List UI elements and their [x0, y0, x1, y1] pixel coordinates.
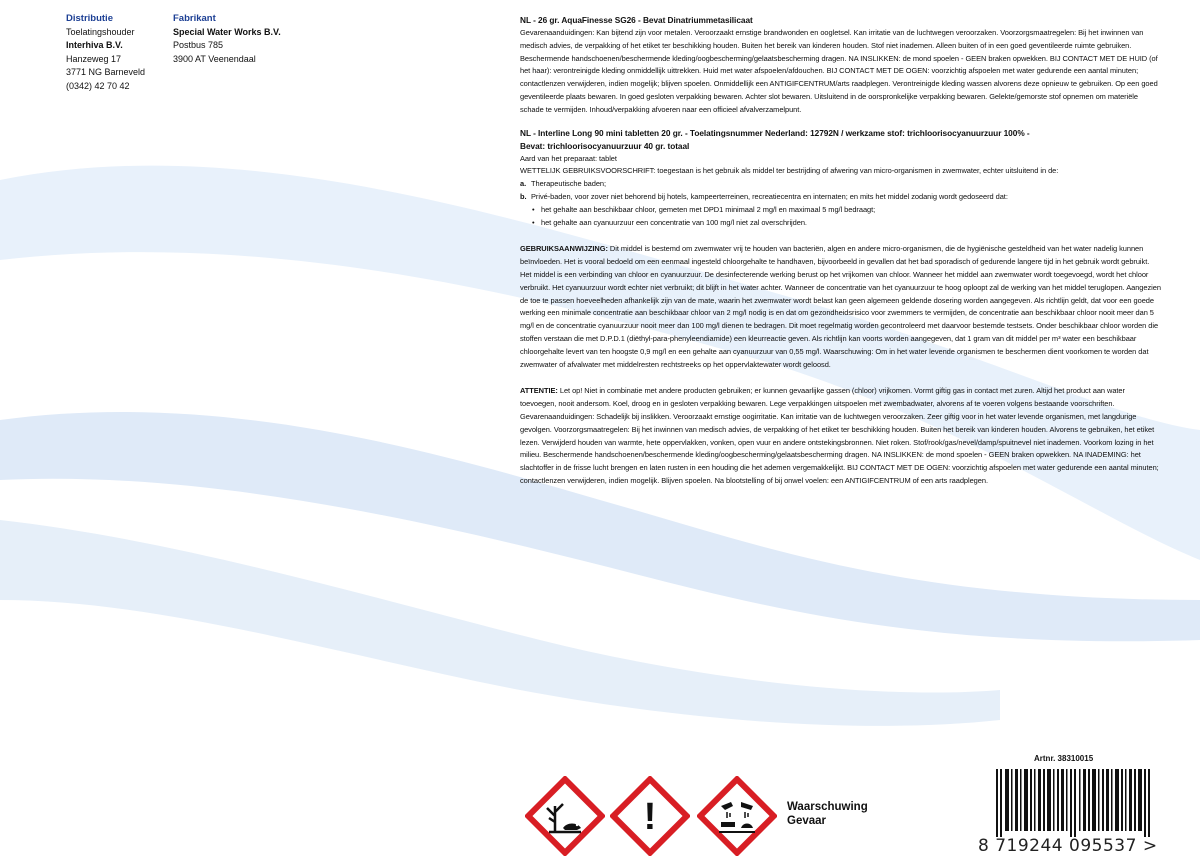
attention-paragraph — [520, 385, 1162, 487]
list-key: b. — [520, 191, 527, 201]
environment-icon — [525, 776, 605, 856]
usage-lead: GEBRUIKSAANWIJZING: — [520, 244, 608, 254]
bullet-glyph: • — [532, 217, 535, 227]
article-number: Artnr. 38310015 — [1034, 754, 1094, 763]
distributor-phone: (0342) 42 70 42 — [66, 80, 130, 91]
barcode — [996, 769, 1161, 837]
list-key: a. — [520, 179, 527, 189]
distributor-line: 3771 NG Barneveld — [66, 67, 146, 78]
list-item — [520, 178, 1162, 191]
list-item — [520, 191, 1162, 204]
bullet-item — [520, 204, 1162, 217]
manufacturer-block — [173, 12, 281, 66]
list-text: Privé-baden, voor zover niet behorend bij hotels, kampeerterreinen, recreatiecentra en internaten; en mits het middel zodanig wordt gedoseerd dat: — [531, 191, 1008, 201]
corrosive-icon — [697, 776, 777, 856]
attention-text: Let op! Niet in combinatie met andere producten gebruiken; er kunnen gevaarlijke gassen (chloor) vrijkomen. Vormt giftig gas in contact met zuren. Altijd het product aan water toevoegen, nooit andersom. Koel, droog en in gesloten verpakking bewaren. Lege verpakkingen uitspoelen met zwembadwater, alvorens af te voeren volgens bestaande voorschriften. Gevarenaanduidingen: Schadelijk bij inslikken. Veroorzaakt ernstige oogirritatie. Kan irritatie van de luchtwegen veroorzaken. Zeer giftig voor in het water levende organismen, met langdurige gevolgen. Voorzorgsmaatregelen: Bij het inwinnen van medisch advies, de verpakking of het etiket ter beschikking houden. Buiten het bereik van kinderen houden. Alvorens te gebruiken, het etiket lezen. Verwijderd houden van warmte, hete oppervlakken, vonken, open vuur en andere ontstekingsbronnen. Niet roken. Stof/rook/gas/nevel/damp/spuitnevel niet inademen. Voorkom lozing in het milieu. Beschermende handschoenen/beschermende kleding/oogbescherming/gelaatsbescherming dragen. NA INSLIKKEN: de mond spoelen - GEEN braken opwekken. NA INADEMING: het slachtoffer in de frisse lucht brengen en laten rusten in een houding die het ademen vergemakkelijkt. BIJ CONTACT MET DE OGEN: voorzichtig afspoelen met water gedurende een aantal minuten; contactlenzen verwijderen, indien mogelijk. Blijven spoelen. Na blootstelling of bij onwel voelen: een ANTIGIFCENTRUM of een arts raadplegen. — [520, 386, 1159, 485]
distributor-company: Interhiva B.V. — [66, 40, 123, 51]
section2-legal: WETTELIJK GEBRUIKSVOORSCHRIFT: toegestaan is het gebruik als middel ter bestrijding of afwering van micro-organismen in zwemwater, echter uitsluitend in de: — [520, 166, 1059, 176]
section1-body: Gevarenaanduidingen: Kan bijtend zijn voor metalen. Veroorzaakt ernstige brandwonden en oogletsel. Kan irritatie van de luchtwegen veroorzaken. Voorzorgsmaatregelen: Bij het inwinnen van medisch advies, de verpakking of het etiket ter beschikking houden. Buiten het bereik van kinderen houden. Stof niet inademen. Alleen buiten of in een goed geventileerde ruimte gebruiken. Beschermende handschoenen/beschermende kleding/oogbescherming/gelaatsbescherming dragen. NA INSLIKKEN: de mond spoelen - GEEN braken opwekken. BIJ CONTACT MET DE HUID (of het haar): verontreinigde kleding onmiddellijk uittrekken. Huid met water afspoelen/afdouchen. BIJ CONTACT MET DE OGEN: voorzichtig afspoelen met water gedurende een aantal minuten; contactlenzen verwijderen, indien mogelijk; blijven spoelen. Onmiddellijk een ANTIGIFCENTRUM/arts raadplegen. Verontreinigde kleding wassen alvorens deze opnieuw te gebruiken. Op een goed geventileerde plaats bewaren. In goed gesloten verpakking bewaren. Achter slot bewaren. Uitsluitend in de oorspronkelijke verpakking bewaren. Gelekte/gemorste stof opnemen om materiële schade te vermijden. Inhoud/verpakking afvoeren naar een officieel afvalverzamelpunt. — [520, 28, 1158, 114]
manufacturer-heading: Fabrikant — [173, 13, 216, 24]
section2-form: Aard van het preparaat: tablet — [520, 153, 617, 163]
usage-text: Dit middel is bestemd om zwemwater vrij te houden van bacteriën, algen en andere micro-organismen, die de hygiënische gesteldheid van het water nadelig kunnen beïnvloeden. Het is vooral bedoeld om een eenmaal ingesteld chloorgehalte te handhaven, bijvoorbeeld in gevallen dat het bad sporadisch of gedurende langere tijd in het gebruik wordt gebruikt. Het middel is een verbinding van chloor en cyanuurzuur. De desinfecterende werking berust op het vrijkomen van chloor. Wanneer het middel aan zwemwater wordt toegevoegd, wordt het chloor verbruikt. Het cyanuurzuur wordt echter niet verbruikt; dit blijft in het water achter. Wanneer de concentratie van het cyanuurzuur te hoog oploopt zal de werking van het middel teruglopen. Aangezien de toe te passen hoeveelheden afhankelijk zijn van de mate, waarin het zwemwater wordt belast kan geen algemeen geldende dosering worden aangegeven. Als richtlijn geldt, dat voor een goede werking een minimale concentratie aan beschikbaar chloor van 2 mg/l nodig is en dat om gezondheidsrisico voor zwemmers te vermijden, de concentratie aan beschikbaar chloor nooit meer dan 5 mg/l en de concentratie cyanuurzuur nooit meer dan 100 mg/l dienen te bedragen. Dit moet regelmatig worden gecontroleerd met daarvoor bestemde testsets. Onder beschikbaar chloor worden die stoffen verstaan die met D.P.D.1 (diëthyl-para-phenyleendiamide) een kleurreactie geven. Als richtlijn kan voorts worden aangegeven, dat 1 gram van dit middel per m³ water een beschikbaar chloorgehalte levert van ten hoogste 0,9 mg/l en een gehalte aan cyanuurzuur van 0,55 mg/l. Waarschuwing: Om in het water levende organismen te beschermen dient voorkomen te worden dat zwemwater of afvalwater met middelresten rechtstreeks op het oppervlaktewater wordt geloosd. — [520, 244, 1161, 369]
section2-title-line1: NL - Interline Long 90 mini tabletten 20 gr. - Toelatingsnummer Nederland: 12792N / werkzame stof: trichloorisocyanuurzuur 100% - — [520, 127, 1030, 138]
bullet-glyph: • — [532, 204, 535, 214]
manufacturer-company: Special Water Works B.V. — [173, 26, 281, 37]
exclamation-glyph: ! — [643, 796, 657, 838]
signal-word-danger: Gevaar — [787, 815, 827, 827]
manufacturer-line: Postbus 785 — [173, 40, 224, 51]
bullet-text: het gehalte aan beschikbaar chloor, gemeten met DPD1 minimaal 2 mg/l en maximaal 5 mg/l bedraagt; — [541, 204, 876, 214]
attention-lead: ATTENTIE: — [520, 386, 558, 396]
distributor-heading: Distributie — [66, 13, 113, 24]
bullet-item — [520, 217, 1162, 230]
barcode-number: 8 719244 095537 > — [978, 836, 1158, 856]
bullet-text: het gehalte aan cyanuurzuur een concentratie van 100 mg/l niet zal overschrijden. — [541, 217, 807, 227]
section2-title-line2: Bevat: trichloorisocyanuurzuur 40 gr. totaal — [520, 140, 690, 151]
signal-words — [787, 800, 868, 828]
usage-paragraph — [520, 243, 1162, 371]
main-text-column — [520, 14, 1162, 488]
section1-title: NL - 26 gr. AquaFinesse SG26 - Bevat Dinatriummetasilicaat — [520, 15, 753, 25]
distributor-line: Hanzeweg 17 — [66, 53, 122, 64]
distributor-block — [66, 12, 145, 94]
signal-word-warning: Waarschuwing — [787, 801, 868, 813]
distributor-line: Toelatingshouder — [66, 26, 135, 37]
manufacturer-line: 3900 AT Veenendaal — [173, 53, 256, 64]
list-text: Therapeutische baden; — [531, 179, 607, 189]
exclamation-icon — [610, 776, 690, 856]
